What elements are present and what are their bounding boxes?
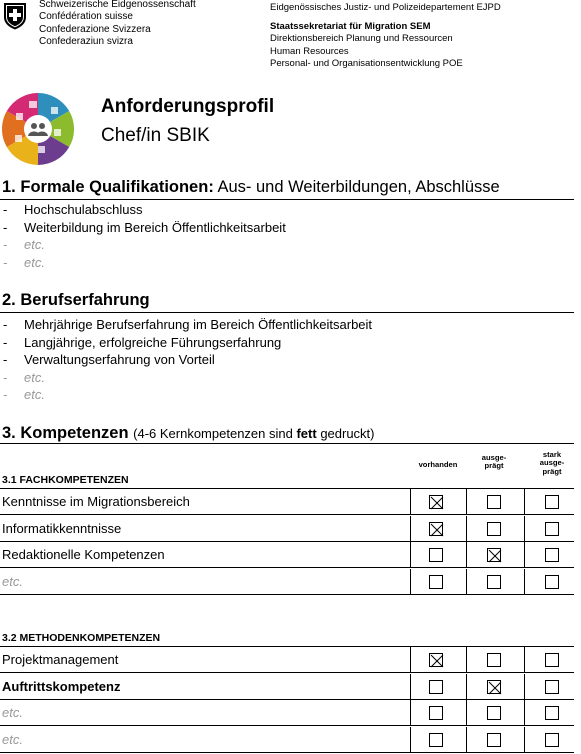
section-1-rule xyxy=(0,199,574,200)
list-item: - Hochschulabschluss xyxy=(3,202,143,217)
competency-label: etc. xyxy=(2,573,23,589)
competency-label: Kenntnisse im Migrationsbereich xyxy=(2,494,190,509)
checkbox-stark-ausgepraegt[interactable] xyxy=(545,706,559,720)
competency-row xyxy=(0,727,574,753)
section-note: (4-6 Kernkompetenzen sind fett gedruckt) xyxy=(133,426,375,441)
column-divider xyxy=(466,569,467,595)
list-item: - Weiterbildung im Bereich Öffentlichkeitsarbeit xyxy=(3,219,286,235)
column-divider xyxy=(524,700,525,726)
section-title: Formale Qualifikationen: xyxy=(20,178,214,196)
department-name: Eidgenössisches Justiz- und Polizeidepartement EJPD xyxy=(270,2,501,13)
column-divider xyxy=(524,727,525,753)
confederation-line-de: Schweizerische Eidgenossenschaft xyxy=(39,0,196,10)
competency-label: Projektmanagement xyxy=(2,652,119,667)
column-divider xyxy=(410,542,411,568)
column-header-stark-ausgepraegt: stark ausge- prägt xyxy=(539,450,565,476)
checkbox-stark-ausgepraegt[interactable] xyxy=(545,548,559,562)
confederation-line-rm: Confederaziun svizra xyxy=(39,36,133,48)
section-title-rest: Aus- und Weiterbildungen, Abschlüsse xyxy=(217,178,500,196)
column-divider xyxy=(410,700,411,726)
column-divider xyxy=(524,674,525,700)
checkbox-stark-ausgepraegt[interactable] xyxy=(545,495,559,509)
column-divider xyxy=(524,516,525,542)
list-item-placeholder: - etc. xyxy=(3,254,45,270)
division-line: Direktionsbereich Planung und Ressourcen xyxy=(270,33,453,45)
fachkompetenzen-heading: 3.1 FACHKOMPETENZEN xyxy=(2,474,129,486)
methodenkompetenzen-heading: 3.2 METHODENKOMPETENZEN xyxy=(2,632,161,644)
column-divider xyxy=(466,516,467,542)
column-divider xyxy=(466,674,467,700)
column-divider xyxy=(410,647,411,673)
checkbox-ausgepraegt[interactable] xyxy=(487,706,501,720)
section-3-rule xyxy=(0,443,574,444)
checkbox-vorhanden[interactable] xyxy=(429,653,443,667)
column-divider xyxy=(524,542,525,568)
checkbox-vorhanden[interactable] xyxy=(429,548,443,562)
column-header-vorhanden: vorhanden xyxy=(418,460,458,469)
section-number: 3. xyxy=(2,424,16,442)
office-name: Staatssekretariat für Migration SEM xyxy=(270,20,431,32)
division-line: Human Resources xyxy=(270,45,349,57)
competency-label: Auftrittskompetenz xyxy=(2,678,121,694)
checkbox-ausgepraegt[interactable] xyxy=(487,548,501,562)
confederation-line-fr: Confédération suisse xyxy=(39,11,133,23)
column-divider xyxy=(466,727,467,753)
list-item: - Mehrjährige Berufserfahrung im Bereich Öffentlichkeitsarbeit xyxy=(3,317,373,332)
checkbox-vorhanden[interactable] xyxy=(429,680,443,694)
profile-subtitle: Chef/in SBIK xyxy=(101,125,210,146)
competency-row xyxy=(0,674,574,700)
competency-row xyxy=(0,569,574,595)
checkbox-ausgepraegt[interactable] xyxy=(487,495,501,509)
competency-label: etc. xyxy=(2,731,23,747)
competency-row xyxy=(0,542,574,568)
section-1-heading xyxy=(2,178,500,197)
row-divider xyxy=(0,594,574,595)
list-item-placeholder: - etc. xyxy=(3,369,45,385)
checkbox-vorhanden[interactable] xyxy=(429,575,443,589)
column-divider xyxy=(410,674,411,700)
checkbox-vorhanden[interactable] xyxy=(429,495,443,509)
competency-row xyxy=(0,647,574,673)
section-2-heading xyxy=(2,291,150,310)
competency-label: Informatikkenntnisse xyxy=(2,520,122,536)
list-item: - Verwaltungserfahrung von Vorteil xyxy=(3,352,215,368)
division-line: Personal- und Organisationsentwicklung POE xyxy=(270,58,463,70)
column-header-ausgepraegt: ausge- prägt xyxy=(481,453,507,471)
column-divider xyxy=(410,489,411,515)
competency-row xyxy=(0,516,574,542)
section-2-rule xyxy=(0,312,574,313)
checkbox-stark-ausgepraegt[interactable] xyxy=(545,733,559,747)
department-block xyxy=(270,2,501,71)
row-divider xyxy=(0,752,574,753)
column-divider xyxy=(466,647,467,673)
swiss-coat-of-arms-icon xyxy=(3,2,27,30)
list-item-placeholder: - etc. xyxy=(3,237,45,253)
column-divider xyxy=(410,727,411,753)
column-divider xyxy=(524,647,525,673)
section-number: 2. xyxy=(2,291,16,309)
profile-title: Anforderungsprofil xyxy=(101,96,275,117)
competency-label: Redaktionelle Kompetenzen xyxy=(2,547,165,562)
competency-wheel-logo xyxy=(2,93,74,165)
column-divider xyxy=(466,700,467,726)
column-divider xyxy=(410,516,411,542)
column-divider xyxy=(524,569,525,595)
confederation-line-it: Confederazione Svizzera xyxy=(39,23,151,35)
checkbox-ausgepraegt[interactable] xyxy=(487,522,501,536)
list-item-placeholder: - etc. xyxy=(3,387,45,403)
checkbox-ausgepraegt[interactable] xyxy=(487,733,501,747)
checkbox-ausgepraegt[interactable] xyxy=(487,680,501,694)
section-number: 1. xyxy=(2,178,16,196)
section-3-heading xyxy=(2,424,375,443)
checkbox-ausgepraegt[interactable] xyxy=(487,575,501,589)
checkbox-stark-ausgepraegt[interactable] xyxy=(545,653,559,667)
list-item: - Langjährige, erfolgreiche Führungserfahrung xyxy=(3,334,282,350)
checkbox-vorhanden[interactable] xyxy=(429,522,443,536)
competency-row xyxy=(0,700,574,726)
column-divider xyxy=(524,489,525,515)
column-divider xyxy=(466,489,467,515)
checkbox-ausgepraegt[interactable] xyxy=(487,653,501,667)
checkbox-vorhanden[interactable] xyxy=(429,733,443,747)
section-title: Berufserfahrung xyxy=(20,291,150,309)
checkbox-vorhanden[interactable] xyxy=(429,706,443,720)
checkbox-stark-ausgepraegt[interactable] xyxy=(545,522,559,536)
column-divider xyxy=(466,542,467,568)
competency-row xyxy=(0,489,574,515)
section-1-list xyxy=(0,201,286,271)
section-title: Kompetenzen xyxy=(20,424,129,442)
competency-label: etc. xyxy=(2,705,23,720)
checkbox-stark-ausgepraegt[interactable] xyxy=(545,575,559,589)
confederation-names xyxy=(39,0,196,49)
section-2-list xyxy=(0,316,372,404)
column-divider xyxy=(410,569,411,595)
checkbox-stark-ausgepraegt[interactable] xyxy=(545,680,559,694)
